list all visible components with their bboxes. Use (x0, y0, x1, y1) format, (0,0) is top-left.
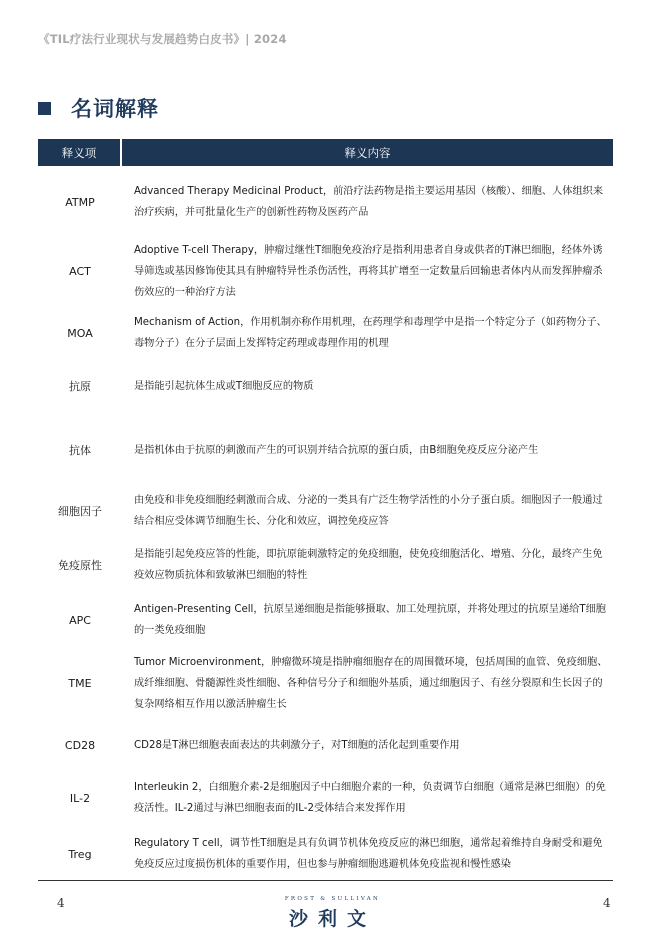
table-row (38, 489, 613, 533)
table-header (38, 139, 613, 166)
term-cell: IL-2 (69, 791, 91, 805)
page-number-left: 4 (57, 896, 65, 910)
table-row (38, 832, 613, 876)
footer-rule (38, 880, 613, 881)
definition-cell: 是指能引起抗体生成或T细胞反应的物质 (134, 380, 314, 392)
section-title (38, 94, 159, 122)
definition-cell: Adoptive T-cell Therapy，肿瘤过继性T细胞免疫治疗是指利用患者自身或供者的T淋巴细胞，经体外诱导筛选或基因修饰使其具有肿瘤特异性杀伤活性，再将其扩增至一定数量后回输患者体内从而发挥肿瘤杀伤效应的一种治疗方法 (134, 244, 603, 298)
header-definition: 释义内容 (122, 139, 613, 166)
term-cell: TME (68, 676, 92, 690)
definition-cell: Advanced Therapy Medicinal Product，前沿疗法药物是指主要运用基因（核酸）、细胞、人体组织来治疗疾病，并可批量化生产的创新性药物及医药产品 (134, 186, 604, 218)
table-row (38, 311, 613, 355)
term-cell: ACT (69, 264, 91, 278)
frost-sullivan-logo (250, 896, 415, 931)
table-row (38, 734, 613, 756)
header-term: 释义项 (38, 139, 122, 166)
definition-cell: Tumor Microenvironment，肿瘤微环境是指肿瘤细胞存在的周围微环境，包括周围的血管、免疫细胞、成纤维细胞、骨髓源性炎性细胞、各种信号分子和细胞外基质，通过细胞因子、有丝分裂原和生长因子的复杂网络相互作用以激活肿瘤生长 (134, 656, 608, 710)
definition-cell: Interleukin 2，白细胞介素-2是细胞因子中白细胞介素的一种，负责调节白细胞（通常是淋巴细胞）的免疫活性。IL-2通过与淋巴细胞表面的IL-2受体结合来发挥作用 (134, 782, 606, 814)
table-row (38, 543, 613, 587)
term-cell: MOA (67, 326, 93, 340)
section-title-text: 名词解释 (71, 97, 159, 121)
definition-cell: CD28是T淋巴细胞表面表达的共刺激分子，对T细胞的活化起到重要作用 (134, 739, 460, 751)
term-cell: 抗体 (69, 444, 91, 457)
term-cell: APC (69, 613, 91, 627)
definition-cell: Mechanism of Action，作用机制亦称作用机理，在药理学和毒理学中是指一个特定分子（如药物分子、毒物分子）在分子层面上发挥特定药理或毒理作用的机理 (134, 317, 607, 349)
title-square-icon (38, 102, 51, 115)
table-row (38, 650, 613, 716)
running-header: 《TIL疗法行业现状与发展趋势白皮书》| 2024 (38, 32, 287, 46)
term-cell: 细胞因子 (58, 505, 102, 518)
term-cell: 抗原 (69, 380, 91, 393)
table-row (38, 776, 613, 820)
table-row (38, 598, 613, 642)
definition-cell: 由免疫和非免疫细胞经刺激而合成、分泌的一类具有广泛生物学活性的小分子蛋白质。细胞因子一般通过结合相应受体调节细胞生长、分化和效应，调控免疫应答 (134, 495, 603, 527)
table-row (38, 375, 613, 397)
term-cell: Treg (68, 847, 92, 861)
table-row (38, 439, 613, 461)
term-cell: ATMP (65, 195, 95, 209)
definition-cell: Regulatory T cell，调节性T细胞是具有负调节机体免疫反应的淋巴细胞，通常起着维持自身耐受和避免免疫反应过度损伤机体的重要作用，但也参与肿瘤细胞逃避机体免疫监视和慢性感染 (134, 838, 603, 870)
term-cell: 免疫原性 (58, 559, 102, 572)
logo-english: FROST & SULLIVAN (284, 896, 381, 902)
logo-chinese: 沙利文 (288, 908, 376, 930)
definition-cell: Antigen-Presenting Cell，抗原呈递细胞是指能够摄取、加工处理抗原，并将处理过的抗原呈递给T细胞的一类免疫细胞 (134, 604, 606, 636)
page-number-right: 4 (603, 896, 611, 910)
definition-cell: 是指机体由于抗原的刺激而产生的可识别并结合抗原的蛋白质，由B细胞免疫反应分泌产生 (134, 444, 539, 456)
glossary-table (38, 139, 613, 870)
definition-cell: 是指能引起免疫应答的性能，即抗原能刺激特定的免疫细胞，使免疫细胞活化、增殖、分化，最终产生免疫效应物质抗体和致敏淋巴细胞的特性 (134, 549, 603, 581)
table-row (38, 238, 613, 304)
table-row (38, 179, 613, 225)
term-cell: CD28 (64, 738, 96, 752)
